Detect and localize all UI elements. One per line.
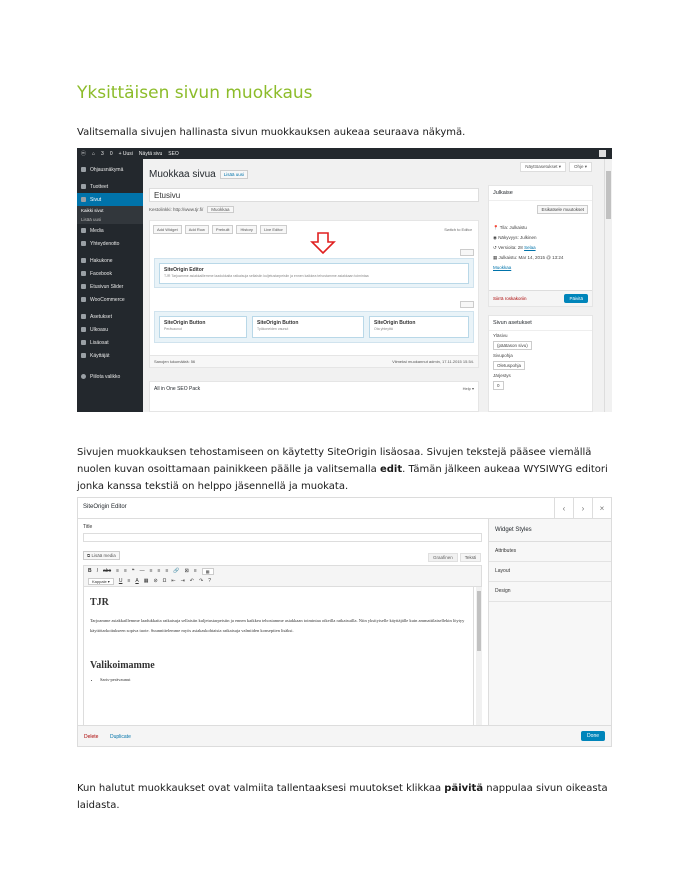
calendar-icon: ▦: [493, 255, 499, 260]
published-edit-link[interactable]: Muokkaa: [493, 265, 512, 270]
page-attributes-box: Sivun asetukset Yläsivu (päätason sivu) Sivupohja Oletuspohja Järjestys 0: [488, 315, 593, 412]
button-widget[interactable]: SiteOrigin Button Perävaunut: [159, 316, 247, 338]
permalink-row: Kestolinkki: http://www.tjr.fi/ Muokkaa: [149, 206, 234, 213]
button-widget[interactable]: SiteOrigin Button Ota yhteyttä: [369, 316, 469, 338]
template-select[interactable]: Oletuspohja: [493, 361, 525, 370]
parent-select[interactable]: (päätason sivu): [493, 341, 532, 350]
underline-button[interactable]: U: [118, 578, 123, 584]
down-arrow-icon: [310, 232, 336, 254]
users-icon: [81, 353, 86, 358]
delete-link[interactable]: Delete: [84, 734, 99, 740]
unlink-button[interactable]: ⊠: [184, 568, 189, 574]
justify-button[interactable]: ≡: [127, 578, 131, 584]
siteorigin-editor-screenshot: [77, 497, 612, 747]
intro-paragraph: Valitsemalla sivujen hallinasta sivun muokkauksen aukeaa seuraava näkymä.: [77, 127, 466, 138]
strikethrough-button[interactable]: abc: [103, 568, 112, 574]
editor-toolbar: [83, 565, 482, 587]
special-char-button[interactable]: Ω: [162, 578, 167, 584]
permalink-edit-button[interactable]: Muokkaa: [207, 206, 233, 213]
seo-icon: [81, 258, 86, 263]
menu-collapse[interactable]: Piilota valikko: [77, 370, 143, 383]
content-paragraph: Tarjoamme asiakkaillemme laadukkaita ratkaisuja sellaisiin kuljetustarpeisiin ja ennen kaikkea tehostamme asiakkaan toimintaa oikeilla ratkaisuilla. Niin yksityiselle käyttäjälle kuin ammattilaisellekin löytyy käyttötarkoitukseen sopiva tuote. Suunnittelemme myös asiakaskohtaisia ratkaisuja valmiiden konseptien lisäksi.: [90, 618, 465, 633]
word-count: Sanojen lukumäärä: 56: [154, 359, 196, 364]
clear-format-button[interactable]: ⊘: [153, 578, 158, 584]
styles-attributes[interactable]: Attributes: [489, 542, 612, 562]
published-line: ▦ Julkaistu: Mar 14, 2015 @ 13:24: [493, 255, 564, 260]
done-button[interactable]: Done: [581, 731, 605, 741]
widget-styles-panel: Widget Styles Attributes Layout Design: [488, 519, 612, 727]
format-select[interactable]: Kappale ▾: [88, 578, 114, 585]
outdent-button[interactable]: ⇤: [171, 578, 176, 584]
trash-link[interactable]: Siirrä roskakoriin: [493, 296, 527, 301]
switch-editor-link[interactable]: Switch to Editor: [444, 227, 472, 232]
align-left-button[interactable]: ≡: [149, 568, 153, 574]
edit-page-heading: Muokkaa sivua Lisää uusi: [149, 169, 248, 180]
previous-icon[interactable]: ‹: [554, 498, 573, 519]
dialog-header: SiteOrigin Editor ‹ › ×: [78, 498, 611, 519]
admin-bar: [77, 148, 612, 159]
media-icon: ⧉: [87, 553, 92, 558]
redo-button[interactable]: ↷: [199, 578, 204, 584]
row-controls[interactable]: [460, 249, 474, 256]
toolbar-row-1: [84, 566, 481, 576]
next-icon[interactable]: ›: [573, 498, 592, 519]
settings-icon: [81, 314, 86, 319]
more-button[interactable]: ≡: [193, 568, 197, 574]
seo-metabox: All in One SEO Pack Help ▾: [149, 381, 479, 412]
seo-link[interactable]: SEO: [168, 150, 179, 157]
bold-button[interactable]: B: [88, 568, 92, 574]
submenu-add-new[interactable]: Lisää uusi: [77, 215, 143, 224]
collapse-icon: [81, 374, 86, 379]
builder-footer: [150, 355, 478, 367]
screen-tabs: [520, 162, 592, 172]
scrollbar-thumb[interactable]: [606, 171, 611, 219]
siteorigin-paragraph: Sivujen muokkauksen tehostamiseen on käytetty SiteOrigin lisäosaa. Sivujen tekstejä pääsee viemällä nuolen kuvan osoittamaan painikkeen päälle ja valitsemalla edit. Tämän jälkeen aukeaa WYSIWYG editori jonka kanssa tekstiä on helppo jäsennellä ja muokata.: [77, 447, 608, 492]
dashboard-icon: [81, 167, 86, 172]
menu-seo[interactable]: Hakukone: [77, 254, 143, 267]
screen-options-button[interactable]: Näyttöasetukset ▾: [520, 162, 566, 172]
contact-icon: [81, 241, 86, 246]
revisions-icon: ↺: [493, 245, 499, 250]
tab-visual[interactable]: Graafinen: [428, 553, 458, 562]
duplicate-link[interactable]: Duplicate: [110, 734, 131, 740]
text-color-button[interactable]: A: [135, 578, 139, 584]
seo-help-button[interactable]: Help ▾: [462, 386, 474, 391]
menu-facebook[interactable]: Facebook: [77, 267, 143, 280]
status-line: 📍 Tila: Julkaistu: [493, 225, 527, 230]
woo-icon: [81, 297, 86, 302]
menu-plugins[interactable]: Lisäosat: [77, 336, 143, 349]
hr-button[interactable]: —: [139, 568, 145, 574]
facebook-icon: [81, 271, 86, 276]
menu-woocommerce[interactable]: WooCommerce: [77, 293, 143, 306]
menu-settings[interactable]: Asetukset: [77, 310, 143, 323]
page-title-input[interactable]: Etusivu: [149, 188, 479, 202]
menu-media[interactable]: Media: [77, 224, 143, 237]
final-paragraph: Kun halutut muokkaukset ovat valmiita tallentaaksesi muutokset klikkaa päivitä nappulaa sivun oikeasta laidasta.: [77, 783, 608, 811]
blockquote-button[interactable]: ❝: [131, 568, 135, 574]
add-widget-button[interactable]: Add Widget: [153, 225, 182, 234]
page-title: Yksittäisen sivun muokkaus: [77, 83, 313, 103]
editor-content[interactable]: [83, 587, 474, 727]
italic-button[interactable]: I: [96, 568, 99, 574]
view-page-link[interactable]: Näytä sivu: [138, 150, 163, 157]
update-button[interactable]: Päivitä: [564, 294, 588, 303]
home-icon[interactable]: ⌂: [92, 150, 96, 157]
scrollbar-thumb[interactable]: [477, 591, 481, 651]
media-icon: [81, 228, 86, 233]
add-media-button[interactable]: ⧉ Lisää media: [83, 551, 120, 560]
tab-text[interactable]: Teksti: [460, 553, 482, 562]
add-new-button[interactable]: Lisää uusi: [220, 170, 248, 179]
undo-button[interactable]: ↶: [189, 578, 194, 584]
builder-toolbar: [153, 225, 287, 234]
widget-title-input[interactable]: [83, 533, 482, 542]
close-icon[interactable]: ×: [592, 498, 611, 519]
last-edited: Viimeksi muokannut admin, 17.11.2015 15.54.: [392, 359, 474, 364]
dialog-footer: [78, 725, 611, 746]
eye-icon: ◉: [493, 235, 499, 240]
prebuilt-button[interactable]: Prebuilt: [212, 225, 234, 234]
pin-icon: 📍: [493, 225, 500, 230]
button-widget[interactable]: SiteOrigin Button Työkoneiden vaunut: [252, 316, 364, 338]
styles-layout[interactable]: Layout: [489, 562, 612, 582]
preview-changes-button[interactable]: Esikatsele muutokset: [537, 205, 588, 214]
builder-row: [154, 258, 474, 288]
align-center-button[interactable]: ≡: [157, 568, 161, 574]
row-controls[interactable]: [460, 301, 474, 308]
admin-sidebar: [77, 159, 143, 412]
publish-box: Julkaise Esikatsele muutokset 📍 Tila: Julkaistu ◉ Näkyvyys: Julkinen ↺ Versioita: 28 Selaa ▦ Julkaistu: Mar 14, 2015 @ 13:24 Muokkaa Siirrä roskakoriin Päivitä: [488, 185, 593, 307]
updates-count[interactable]: 3: [101, 150, 104, 157]
revisions-browse-link[interactable]: Selaa: [524, 245, 536, 250]
menu-products[interactable]: Tuotteet: [77, 180, 143, 193]
paste-text-button[interactable]: ▦: [143, 578, 149, 584]
menu-contact[interactable]: Yhteydenotto: [77, 237, 143, 250]
add-row-button[interactable]: Add Row: [185, 225, 209, 234]
help-button[interactable]: Ohje ▾: [569, 162, 592, 172]
content-heading-valikoima: Valikoimamme: [90, 660, 155, 671]
history-button[interactable]: History: [236, 225, 256, 234]
menu-pages[interactable]: Sivut: [77, 193, 143, 206]
slider-icon: [81, 284, 86, 289]
content-list-item: • Saris-perävaunut: [100, 677, 473, 682]
toolbar-toggle-button[interactable]: ▦: [202, 568, 214, 575]
revisions-line: ↺ Versioita: 28 Selaa: [493, 245, 536, 250]
wp-editor-screenshot: [77, 148, 612, 412]
align-right-button[interactable]: ≡: [165, 568, 169, 574]
pages-icon: [81, 197, 86, 202]
submenu-all-pages[interactable]: Kaikki sivut: [77, 206, 143, 215]
appearance-icon: [81, 327, 86, 332]
publish-footer: [489, 290, 592, 306]
link-button[interactable]: 🔗: [173, 568, 180, 574]
plugins-icon: [81, 340, 86, 345]
order-input[interactable]: 0: [493, 381, 504, 390]
styles-design[interactable]: Design: [489, 582, 612, 602]
indent-button[interactable]: ⇥: [180, 578, 185, 584]
comments-count[interactable]: 0: [109, 150, 113, 157]
bullet-list-button[interactable]: ≡: [116, 568, 119, 574]
editor-tabs: [428, 553, 481, 562]
visibility-line: ◉ Näkyvyys: Julkinen: [493, 235, 537, 240]
user-avatar[interactable]: [599, 150, 606, 157]
products-icon: [81, 184, 86, 189]
menu-appearance[interactable]: Ulkoasu: [77, 323, 143, 336]
editor-main: [143, 159, 612, 412]
menu-slider[interactable]: Etusivun Slider: [77, 280, 143, 293]
editor-scrollbar[interactable]: [476, 587, 482, 727]
menu-users[interactable]: Käyttäjät: [77, 349, 143, 362]
page-builder: [149, 220, 479, 368]
new-item-link[interactable]: + Uusi: [118, 150, 133, 157]
scrollbar[interactable]: [604, 159, 612, 412]
builder-row: [154, 311, 474, 343]
live-editor-button[interactable]: Live Editor: [260, 225, 287, 234]
number-list-button[interactable]: ≡: [124, 568, 127, 574]
widget-form: Title ⧉ Lisää media Graafinen Teksti B I abc ≡ ≡ ❝ — ≡ ≡ ≡ 🔗 ⊠ ≡ ▦ Kappale ▾ U ≡ A ▦ ⊘ Ω ⇤ ⇥ ↶ ↷ ? TJR Tarjoamme asiakkaillemme laadukkaita ratkaisuja sellaisiin kuljetustarpeisiin ja ennen kaikkea tehostamme asiakkaan toimintaa oikeilla ratkaisuilla. Niin yksityiselle käyttäjälle kuin ammattilaisellekin löytyy käyttötarkoitukseen sopiva tuote. Suunnittelemme myös asiakaskohtaisia ratkaisuja valmiiden konseptien lisäksi. Valikoimamme • Saris-perävaunut: [78, 519, 488, 727]
editor-widget[interactable]: SiteOrigin Editor TJR Tarjoamme asiakkaillemme laadukkaita ratkaisuja sellaisiin kuljetustarpeisiin ja ennen kaikkea tehostamme asiakkaan toimintaa: [159, 263, 469, 284]
menu-dashboard[interactable]: Ohjausnäkymä: [77, 163, 143, 176]
content-heading-tjr: TJR: [90, 597, 109, 608]
help-icon[interactable]: ?: [208, 578, 211, 584]
wp-logo-icon[interactable]: ⓦ: [81, 151, 87, 157]
toolbar-row-2: [84, 576, 481, 586]
